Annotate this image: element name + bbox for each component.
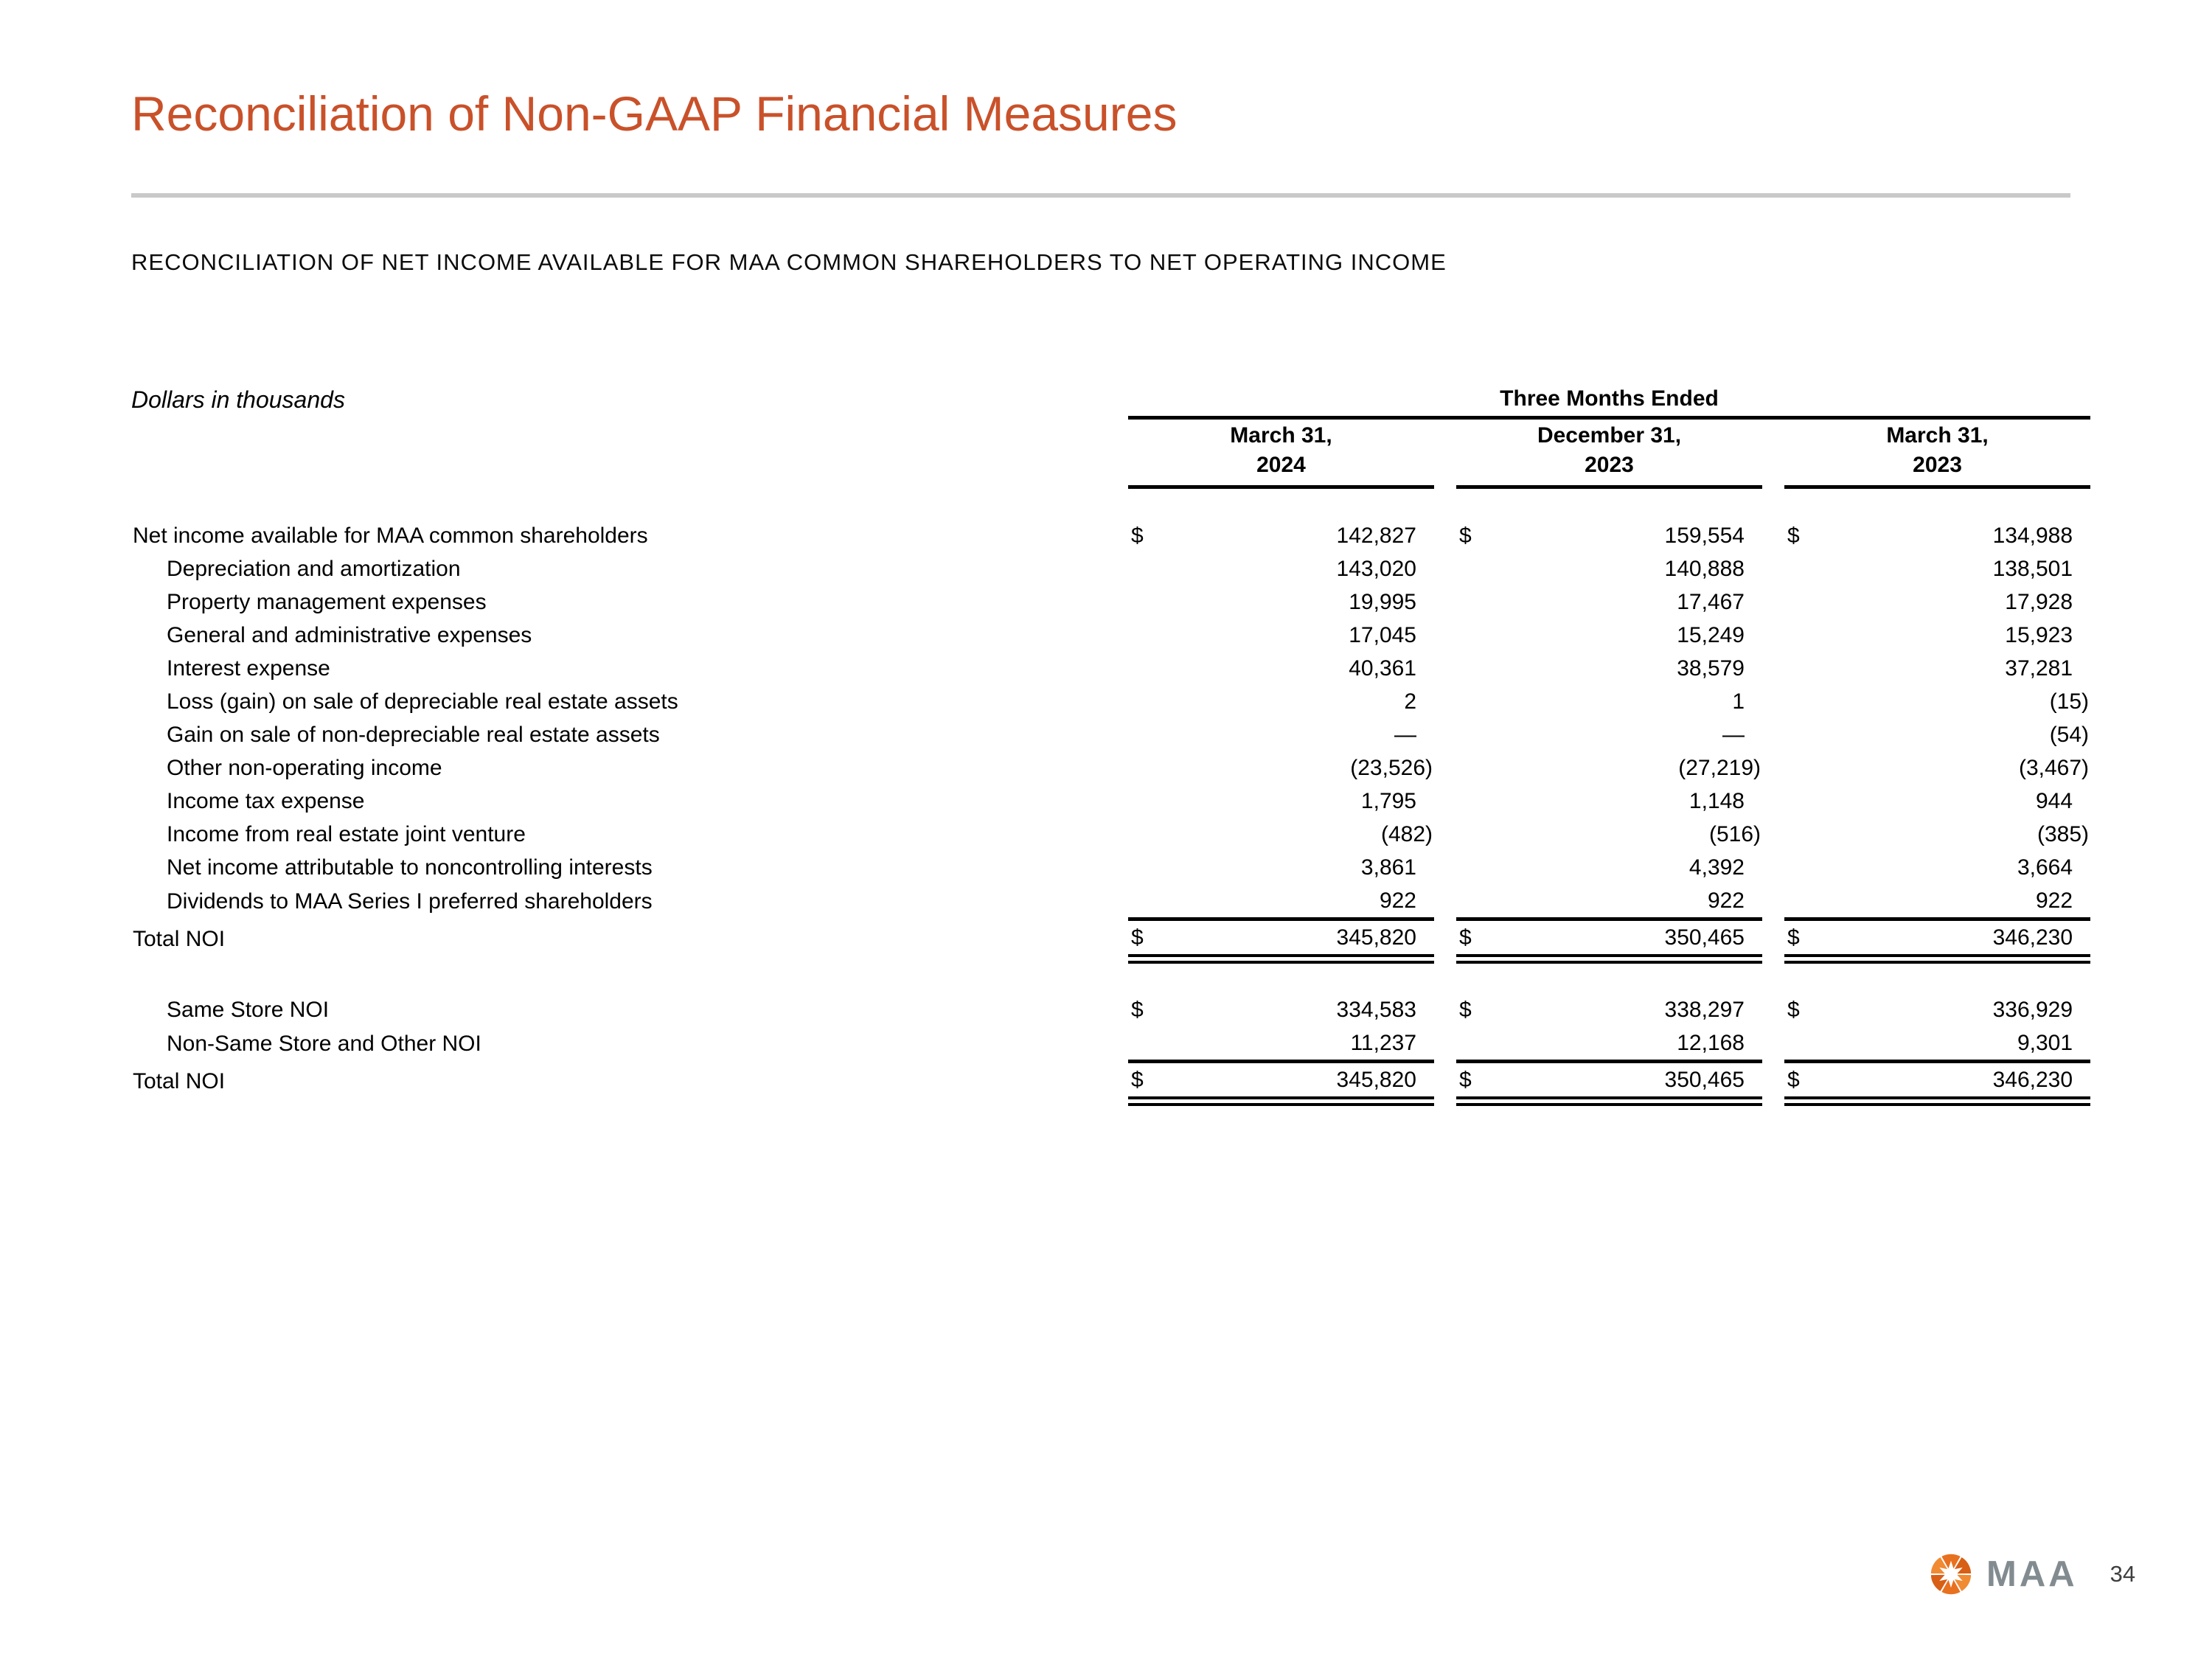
column-gap (1762, 519, 1784, 552)
value-cell (1128, 652, 1434, 685)
value-cell (1128, 851, 1434, 884)
row-label: Income from real estate joint venture (167, 822, 526, 846)
column-gap (1762, 552, 1784, 585)
value-cell (1128, 1061, 1434, 1101)
table-row (131, 919, 2090, 959)
table-body (131, 519, 2090, 1101)
value-cell (1784, 519, 2090, 552)
page-number: 34 (2110, 1561, 2136, 1587)
row-label: Net income attributable to noncontrolling interests (167, 855, 653, 880)
cell-value: 338,297 (1664, 997, 1745, 1022)
column-gap (1762, 919, 1784, 959)
column-gap (1762, 785, 1784, 818)
row-label: Total NOI (133, 1068, 226, 1093)
column-gap (1434, 1061, 1456, 1101)
table-caption: RECONCILIATION OF NET INCOME AVAILABLE FOR MAA COMMON SHAREHOLDERS TO NET OPERATING INCOME (131, 249, 1447, 275)
column-header-q1-2024 (1128, 417, 1434, 487)
cell-value: 4,392 (1688, 855, 1745, 880)
table-row (131, 785, 2090, 818)
value-cell (1456, 1061, 1762, 1101)
column-gap (1434, 851, 1456, 884)
cell-value: 922 (1707, 888, 1745, 913)
cell-value: (27,219) (1678, 756, 1761, 780)
value-cell (1456, 884, 1762, 919)
table-row (131, 884, 2090, 919)
cell-value: 922 (1379, 888, 1416, 913)
cell-value: 134,988 (1992, 524, 2073, 548)
cell-value: 2 (1404, 689, 1416, 714)
value-cell (1784, 818, 2090, 851)
cell-value: 350,465 (1664, 925, 1745, 950)
column-header-row (131, 417, 2090, 487)
column-gap (1434, 993, 1456, 1026)
row-label: Other non-operating income (167, 756, 442, 780)
row-label: Income tax expense (167, 789, 365, 813)
column-gap (1762, 751, 1784, 785)
column-gap (1762, 884, 1784, 919)
dollar-sign: $ (1787, 524, 1800, 548)
dollar-sign: $ (1787, 925, 1800, 950)
column-gap (1762, 818, 1784, 851)
column-gap (1434, 585, 1456, 619)
dollar-sign: $ (1459, 997, 1472, 1022)
value-cell (1784, 785, 2090, 818)
cell-value: (516) (1708, 822, 1761, 846)
row-label: Net income available for MAA common shareholders (133, 524, 648, 548)
cell-value: (23,526) (1350, 756, 1433, 780)
cell-value: 944 (2035, 789, 2073, 813)
cell-value: 15,249 (1677, 623, 1745, 647)
cell-value: 1 (1732, 689, 1745, 714)
value-cell (1784, 619, 2090, 652)
value-cell (1784, 685, 2090, 718)
value-cell (1784, 884, 2090, 919)
value-cell (1128, 619, 1434, 652)
column-gap (1762, 585, 1784, 619)
column-header-q4-2023 (1456, 417, 1762, 487)
empty-header-cell (131, 417, 1128, 487)
cell-value: 3,861 (1360, 855, 1416, 880)
cell-value: 336,929 (1992, 997, 2073, 1022)
value-cell (1128, 718, 1434, 751)
cell-value: (15) (2049, 689, 2090, 714)
value-cell (1784, 919, 2090, 959)
table-row (131, 552, 2090, 585)
cell-value: 345,820 (1336, 1067, 1416, 1092)
column-gap (1762, 851, 1784, 884)
maa-wordmark: MAA (1986, 1554, 2078, 1594)
column-header-q1-2023 (1784, 417, 2090, 487)
dollar-sign: $ (1787, 997, 1800, 1022)
value-cell (1784, 1061, 2090, 1101)
value-cell (1128, 585, 1434, 619)
value-cell (1128, 884, 1434, 919)
cell-value: (3,467) (2018, 756, 2090, 780)
value-cell (1128, 919, 1434, 959)
table-row (131, 1061, 2090, 1101)
table-row (131, 851, 2090, 884)
column-gap (1762, 993, 1784, 1026)
value-cell (1456, 851, 1762, 884)
value-cell (1128, 785, 1434, 818)
value-cell (1456, 718, 1762, 751)
column-header-line2: 2023 (1585, 453, 1634, 477)
value-cell (1784, 652, 2090, 685)
cell-value: — (1722, 723, 1745, 747)
value-cell (1128, 519, 1434, 552)
column-gap (1434, 619, 1456, 652)
table-row (131, 718, 2090, 751)
cell-value: 12,168 (1677, 1030, 1745, 1055)
row-label: Total NOI (133, 927, 226, 951)
cell-value: 38,579 (1677, 656, 1745, 681)
cell-value: 350,465 (1664, 1067, 1745, 1092)
column-gap (1434, 417, 1456, 487)
row-label: Property management expenses (167, 590, 487, 614)
table-row (131, 619, 2090, 652)
column-header-line1: March 31, (1886, 422, 1989, 448)
value-cell (1456, 993, 1762, 1026)
table-row (131, 685, 2090, 718)
value-cell (1128, 552, 1434, 585)
table-row (131, 585, 2090, 619)
column-gap (1762, 718, 1784, 751)
cell-value: 3,664 (2017, 855, 2073, 880)
row-label: Dividends to MAA Series I preferred shareholders (167, 889, 653, 914)
cell-value: 1,795 (1360, 789, 1416, 813)
column-gap (1762, 652, 1784, 685)
cell-value: 37,281 (2005, 656, 2073, 681)
reconciliation-table (131, 382, 2090, 1106)
value-cell (1784, 993, 2090, 1026)
column-gap (1434, 919, 1456, 959)
spacer-row (131, 959, 2090, 993)
value-cell (1784, 718, 2090, 751)
cell-value: 142,827 (1336, 524, 1416, 548)
value-cell (1456, 685, 1762, 718)
dollar-sign: $ (1131, 524, 1144, 548)
cell-value: 15,923 (2005, 623, 2073, 647)
value-cell (1784, 851, 2090, 884)
cell-value: 1,148 (1688, 789, 1745, 813)
cell-value: 11,237 (1350, 1030, 1416, 1055)
reconciliation-table-wrap (131, 382, 2090, 1106)
value-cell (1456, 552, 1762, 585)
cell-value: 17,467 (1677, 590, 1745, 614)
dollar-sign: $ (1131, 1067, 1144, 1092)
value-cell (1456, 619, 1762, 652)
value-cell (1456, 1026, 1762, 1062)
column-gap (1434, 519, 1456, 552)
dollar-sign: $ (1459, 925, 1472, 950)
column-header-line1: December 31, (1537, 422, 1682, 448)
period-group-row (131, 382, 2090, 417)
column-gap (1762, 685, 1784, 718)
cell-value: (385) (2037, 822, 2090, 846)
cell-value: 345,820 (1336, 925, 1416, 950)
value-cell (1456, 585, 1762, 619)
table-row (131, 519, 2090, 552)
page-title: Reconciliation of Non-GAAP Financial Measures (131, 86, 1178, 141)
cell-value: 922 (2035, 888, 2073, 913)
value-cell (1456, 919, 1762, 959)
dollar-sign: $ (1131, 925, 1144, 950)
cell-value: 138,501 (1992, 557, 2073, 581)
table-row (131, 652, 2090, 685)
value-cell (1784, 552, 2090, 585)
cell-value: (482) (1380, 822, 1433, 846)
cell-value: (54) (2049, 723, 2090, 747)
column-gap (1762, 1026, 1784, 1062)
value-cell (1456, 785, 1762, 818)
value-cell (1456, 818, 1762, 851)
cell-value: 140,888 (1664, 557, 1745, 581)
cell-value: 334,583 (1336, 997, 1416, 1022)
column-header-line2: 2024 (1256, 453, 1306, 477)
value-cell (1128, 993, 1434, 1026)
column-gap (1434, 785, 1456, 818)
dollar-sign: $ (1459, 524, 1472, 548)
row-label: Gain on sale of non-depreciable real estate assets (167, 723, 660, 747)
column-gap (1434, 1026, 1456, 1062)
value-cell (1456, 751, 1762, 785)
column-gap (1434, 685, 1456, 718)
column-gap (1434, 718, 1456, 751)
value-cell (1456, 652, 1762, 685)
cell-value: 143,020 (1336, 557, 1416, 581)
cell-value: 9,301 (2017, 1030, 2073, 1055)
cell-value: 346,230 (1992, 1067, 2073, 1092)
title-divider (131, 193, 2070, 198)
dollar-sign: $ (1459, 1067, 1472, 1092)
column-gap (1762, 417, 1784, 487)
row-label: General and administrative expenses (167, 623, 532, 647)
column-gap (1762, 1061, 1784, 1101)
value-cell (1128, 1026, 1434, 1062)
column-gap (1762, 619, 1784, 652)
dollar-sign: $ (1131, 997, 1144, 1022)
row-label: Loss (gain) on sale of depreciable real estate assets (167, 689, 678, 714)
column-gap (1434, 751, 1456, 785)
value-cell (1128, 751, 1434, 785)
cell-value: 19,995 (1349, 590, 1416, 614)
column-header-line2: 2023 (1913, 453, 1962, 477)
cell-value: 40,361 (1349, 656, 1416, 681)
table-row (131, 1026, 2090, 1062)
value-cell (1456, 519, 1762, 552)
row-label: Same Store NOI (167, 997, 330, 1022)
maa-pinwheel-logo-icon (1923, 1546, 1979, 1602)
table-row (131, 751, 2090, 785)
value-cell (1784, 1026, 2090, 1062)
header-spacer-row (131, 487, 2090, 519)
row-label: Depreciation and amortization (167, 557, 461, 581)
value-cell (1784, 585, 2090, 619)
column-gap (1434, 884, 1456, 919)
cell-value: 346,230 (1992, 925, 2073, 950)
cell-value: — (1394, 723, 1416, 747)
cell-value: 17,045 (1349, 623, 1416, 647)
column-gap (1434, 818, 1456, 851)
column-gap (1434, 552, 1456, 585)
column-gap (1434, 652, 1456, 685)
period-group-header: Three Months Ended (1128, 382, 2090, 417)
dollar-sign: $ (1787, 1067, 1800, 1092)
value-cell (1128, 818, 1434, 851)
row-label: Interest expense (167, 656, 330, 681)
units-note: Dollars in thousands (131, 386, 345, 413)
value-cell (1128, 685, 1434, 718)
footer (1923, 1545, 2135, 1603)
cell-value: 159,554 (1664, 524, 1745, 548)
column-header-line1: March 31, (1230, 422, 1332, 448)
table-row (131, 993, 2090, 1026)
table-row (131, 818, 2090, 851)
cell-value: 17,928 (2005, 590, 2073, 614)
row-label: Non-Same Store and Other NOI (167, 1031, 481, 1056)
value-cell (1784, 751, 2090, 785)
